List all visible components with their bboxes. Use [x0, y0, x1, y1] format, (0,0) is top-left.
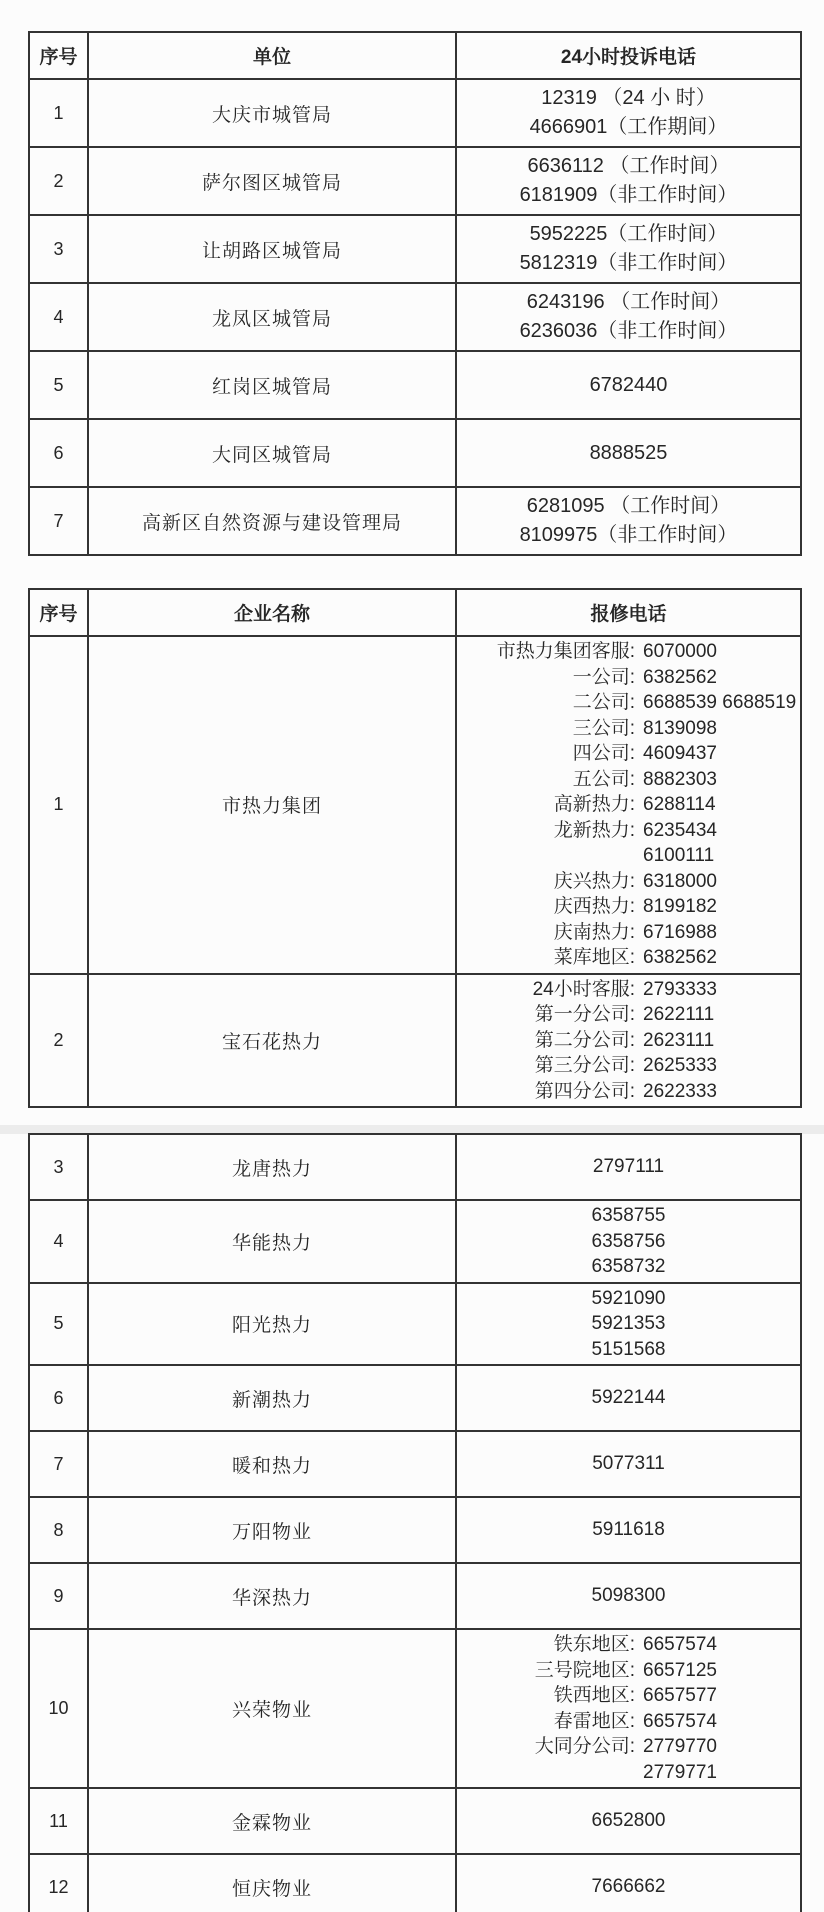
phone-label: 庆南热力:: [553, 921, 635, 943]
phone-line: [457, 665, 800, 691]
phone-line: 5921353: [591, 1313, 666, 1334]
table-row: [29, 419, 801, 487]
name-cell: 万阳物业: [88, 1497, 456, 1563]
phone-line: 5077311: [592, 1453, 665, 1475]
table-row: [29, 1497, 801, 1563]
phone-number: 8199182: [643, 896, 717, 917]
phone-line: [457, 977, 800, 1003]
phone-label: 春雷地区:: [553, 1710, 635, 1732]
repair-rows: [29, 636, 801, 1107]
table-row: [29, 487, 801, 555]
header-serial: 序号: [29, 589, 88, 636]
phone-number: 6657574: [643, 1634, 717, 1655]
name-cell: 华能热力: [88, 1200, 456, 1283]
phone-number: 2622333: [643, 1080, 717, 1102]
phone-cell: [456, 1134, 801, 1200]
phone-cell: [456, 1200, 801, 1283]
phone-line: [457, 1760, 800, 1786]
phone-number: 6382562: [643, 947, 717, 968]
serial-cell: 8: [29, 1497, 88, 1563]
phone-line: [457, 818, 800, 844]
phone-number: 6382562: [643, 666, 717, 688]
serial-cell: 5: [29, 351, 88, 419]
serial-cell: 12: [29, 1854, 88, 1912]
phone-cell: [456, 1854, 801, 1912]
phone-label: 铁西地区:: [553, 1685, 635, 1706]
phone-line: 8888525: [589, 441, 668, 464]
serial-cell: 2: [29, 147, 88, 215]
phone-line: 6281095 （工作时间）: [526, 495, 731, 517]
name-cell: 华深热力: [88, 1563, 456, 1629]
phone-cell: [456, 1283, 801, 1366]
phone-number: 6657574: [643, 1710, 717, 1732]
phone-line: [457, 1002, 800, 1028]
phone-line: 5921090: [591, 1287, 666, 1309]
name-cell: 龙凤区城管局: [88, 283, 456, 351]
serial-cell: 10: [29, 1629, 88, 1788]
phone-number: 2793333: [643, 978, 717, 1000]
phone-line: [457, 1734, 800, 1760]
phone-line: 5952225（工作时间）: [529, 223, 728, 245]
serial-cell: 4: [29, 1200, 88, 1283]
phone-cell: [456, 147, 801, 215]
phone-label: 二公司:: [572, 692, 635, 713]
phone-line: [457, 1658, 800, 1684]
phone-line: 6243196 （工作时间）: [526, 291, 731, 313]
repair-rows-continued: [29, 1134, 801, 1912]
phone-number: 6100111: [643, 845, 715, 866]
header-unit: 单位: [88, 32, 456, 79]
phone-label: 第三分公司:: [534, 1055, 635, 1076]
name-cell: 暖和热力: [88, 1431, 456, 1497]
phone-line: [457, 1683, 800, 1709]
phone-label: 市热力集团客服:: [496, 641, 635, 662]
phone-label: 三公司:: [572, 717, 635, 739]
table-row: [29, 1134, 801, 1200]
phone-number: 6318000: [643, 870, 717, 892]
phone-line: 6636112 （工作时间）: [527, 155, 730, 177]
phone-line: 5922144: [591, 1387, 666, 1409]
phone-line: [457, 1053, 800, 1079]
phone-label: 第二分公司:: [534, 1029, 635, 1051]
phone-label: 大同分公司:: [534, 1736, 635, 1757]
name-cell: 新潮热力: [88, 1365, 456, 1431]
phone-line: 7666662: [591, 1876, 666, 1898]
name-cell: 红岗区城管局: [88, 351, 456, 419]
phone-label: 第四分公司:: [534, 1080, 635, 1102]
serial-cell: 2: [29, 974, 88, 1108]
phone-cell: [456, 1431, 801, 1497]
phone-number: 6070000: [643, 641, 717, 662]
phone-label: 庆兴热力:: [553, 870, 635, 892]
phone-label: 庆西热力:: [553, 896, 635, 917]
header-complaint-phone: 24小时投诉电话: [456, 32, 801, 79]
header-company: 企业名称: [88, 589, 456, 636]
serial-cell: 3: [29, 1134, 88, 1200]
phone-label: 高新热力:: [553, 794, 635, 815]
name-cell: 萨尔图区城管局: [88, 147, 456, 215]
phone-number: 2623111: [643, 1029, 715, 1051]
phone-cell: [456, 351, 801, 419]
phone-number: 6657577: [643, 1685, 717, 1706]
repair-hotline-table-continued: [28, 1133, 802, 1912]
complaint-rows: [29, 79, 801, 555]
phone-cell: [456, 487, 801, 555]
table-row: [29, 1788, 801, 1854]
phone-line: [457, 1028, 800, 1054]
table-row: [29, 351, 801, 419]
phone-label: 24小时客服:: [532, 978, 635, 1000]
phone-line: 5911618: [592, 1519, 665, 1541]
table-row: [29, 215, 801, 283]
table-row: [29, 1431, 801, 1497]
serial-cell: 7: [29, 1431, 88, 1497]
phone-line: 8109975（非工作时间）: [519, 524, 738, 546]
phone-cell: [456, 1629, 801, 1788]
serial-cell: 9: [29, 1563, 88, 1629]
header-row: [29, 589, 801, 636]
serial-cell: 4: [29, 283, 88, 351]
phone-number: 2779770: [643, 1736, 717, 1757]
table-row: [29, 1563, 801, 1629]
phone-line: [457, 1079, 800, 1105]
serial-cell: 1: [29, 79, 88, 147]
name-cell: 金霖物业: [88, 1788, 456, 1854]
phone-line: [457, 1632, 800, 1658]
phone-line: [457, 869, 800, 895]
phone-line: 6358732: [591, 1256, 666, 1277]
phone-line: 6236036（非工作时间）: [519, 320, 738, 342]
phone-number: 8882303: [643, 768, 717, 790]
table-row: [29, 1629, 801, 1788]
phone-label: [457, 1760, 635, 1786]
name-cell: 大庆市城管局: [88, 79, 456, 147]
phone-line: 6358755: [591, 1205, 666, 1226]
phone-cell: [456, 419, 801, 487]
phone-number: 6657125: [643, 1659, 717, 1681]
table-row: [29, 79, 801, 147]
phone-line: 5098300: [591, 1585, 666, 1607]
table-row: [29, 1200, 801, 1283]
name-cell: 恒庆物业: [88, 1854, 456, 1912]
table-row: [29, 283, 801, 351]
phone-cell: [456, 1365, 801, 1431]
phone-cell: [456, 79, 801, 147]
phone-number: 6288114: [643, 794, 716, 815]
phone-label: 龙新热力:: [553, 819, 635, 841]
phone-label: 一公司:: [572, 666, 635, 688]
name-cell: 宝石花热力: [88, 974, 456, 1108]
serial-cell: 6: [29, 419, 88, 487]
serial-cell: 7: [29, 487, 88, 555]
phone-cell: [456, 636, 801, 974]
phone-label: [457, 843, 635, 869]
phone-number: 8139098: [643, 717, 717, 739]
serial-cell: 6: [29, 1365, 88, 1431]
phone-line: 6652800: [591, 1810, 666, 1832]
phone-line: 6181909（非工作时间）: [519, 184, 738, 206]
phone-number: 6688539 6688519: [643, 692, 797, 713]
phone-label: 四公司:: [572, 743, 635, 764]
table-row: [29, 974, 801, 1108]
name-cell: 让胡路区城管局: [88, 215, 456, 283]
phone-line: [457, 690, 800, 716]
phone-number: 6235434: [643, 819, 717, 841]
phone-line: 5812319（非工作时间）: [519, 252, 738, 274]
header-serial: 序号: [29, 32, 88, 79]
serial-cell: 5: [29, 1283, 88, 1366]
phone-line: [457, 894, 800, 920]
phone-label: 菜库地区:: [553, 947, 635, 968]
table-row: [29, 147, 801, 215]
phone-line: 6358756: [591, 1230, 666, 1252]
serial-cell: 1: [29, 636, 88, 974]
name-cell: 龙唐热力: [88, 1134, 456, 1200]
name-cell: 大同区城管局: [88, 419, 456, 487]
phone-line: [457, 920, 800, 946]
phone-line: 2797111: [592, 1156, 665, 1178]
phone-cell: [456, 283, 801, 351]
phone-line: 4666901（工作期间）: [529, 116, 728, 138]
phone-label: 五公司:: [572, 768, 635, 790]
table-row: [29, 1283, 801, 1366]
complaint-hotline-table: [28, 31, 802, 556]
phone-number: 2625333: [643, 1055, 717, 1076]
phone-line: [457, 945, 800, 971]
phone-line: 5151568: [591, 1338, 666, 1360]
phone-line: [457, 1709, 800, 1735]
table-row: [29, 636, 801, 974]
phone-line: [457, 843, 800, 869]
phone-number: 6716988: [643, 921, 717, 943]
phone-line: [457, 716, 800, 742]
repair-hotline-table: [28, 588, 802, 1108]
phone-label: 铁东地区:: [553, 1634, 635, 1655]
phone-number: 2779771: [643, 1761, 717, 1783]
serial-cell: 3: [29, 215, 88, 283]
phone-number: 2622111: [643, 1004, 715, 1025]
phone-line: 6782440: [589, 373, 668, 396]
header-repair-phone: 报修电话: [456, 589, 801, 636]
phone-line: [457, 639, 800, 665]
table-row: [29, 1365, 801, 1431]
phone-label: 三号院地区:: [534, 1659, 635, 1681]
name-cell: 阳光热力: [88, 1283, 456, 1366]
phone-cell: [456, 1788, 801, 1854]
phone-number: 4609437: [643, 743, 717, 764]
header-row: [29, 32, 801, 79]
phone-cell: [456, 215, 801, 283]
phone-line: [457, 741, 800, 767]
phone-line: [457, 767, 800, 793]
name-cell: 兴荣物业: [88, 1629, 456, 1788]
phone-line: 12319 （24 小 时）: [541, 87, 716, 109]
phone-cell: [456, 1563, 801, 1629]
phone-line: [457, 792, 800, 818]
phone-label: 第一分公司:: [534, 1004, 635, 1025]
phone-cell: [456, 1497, 801, 1563]
name-cell: 高新区自然资源与建设管理局: [88, 487, 456, 555]
name-cell: 市热力集团: [88, 636, 456, 974]
phone-cell: [456, 974, 801, 1108]
table-row: [29, 1854, 801, 1912]
serial-cell: 11: [29, 1788, 88, 1854]
